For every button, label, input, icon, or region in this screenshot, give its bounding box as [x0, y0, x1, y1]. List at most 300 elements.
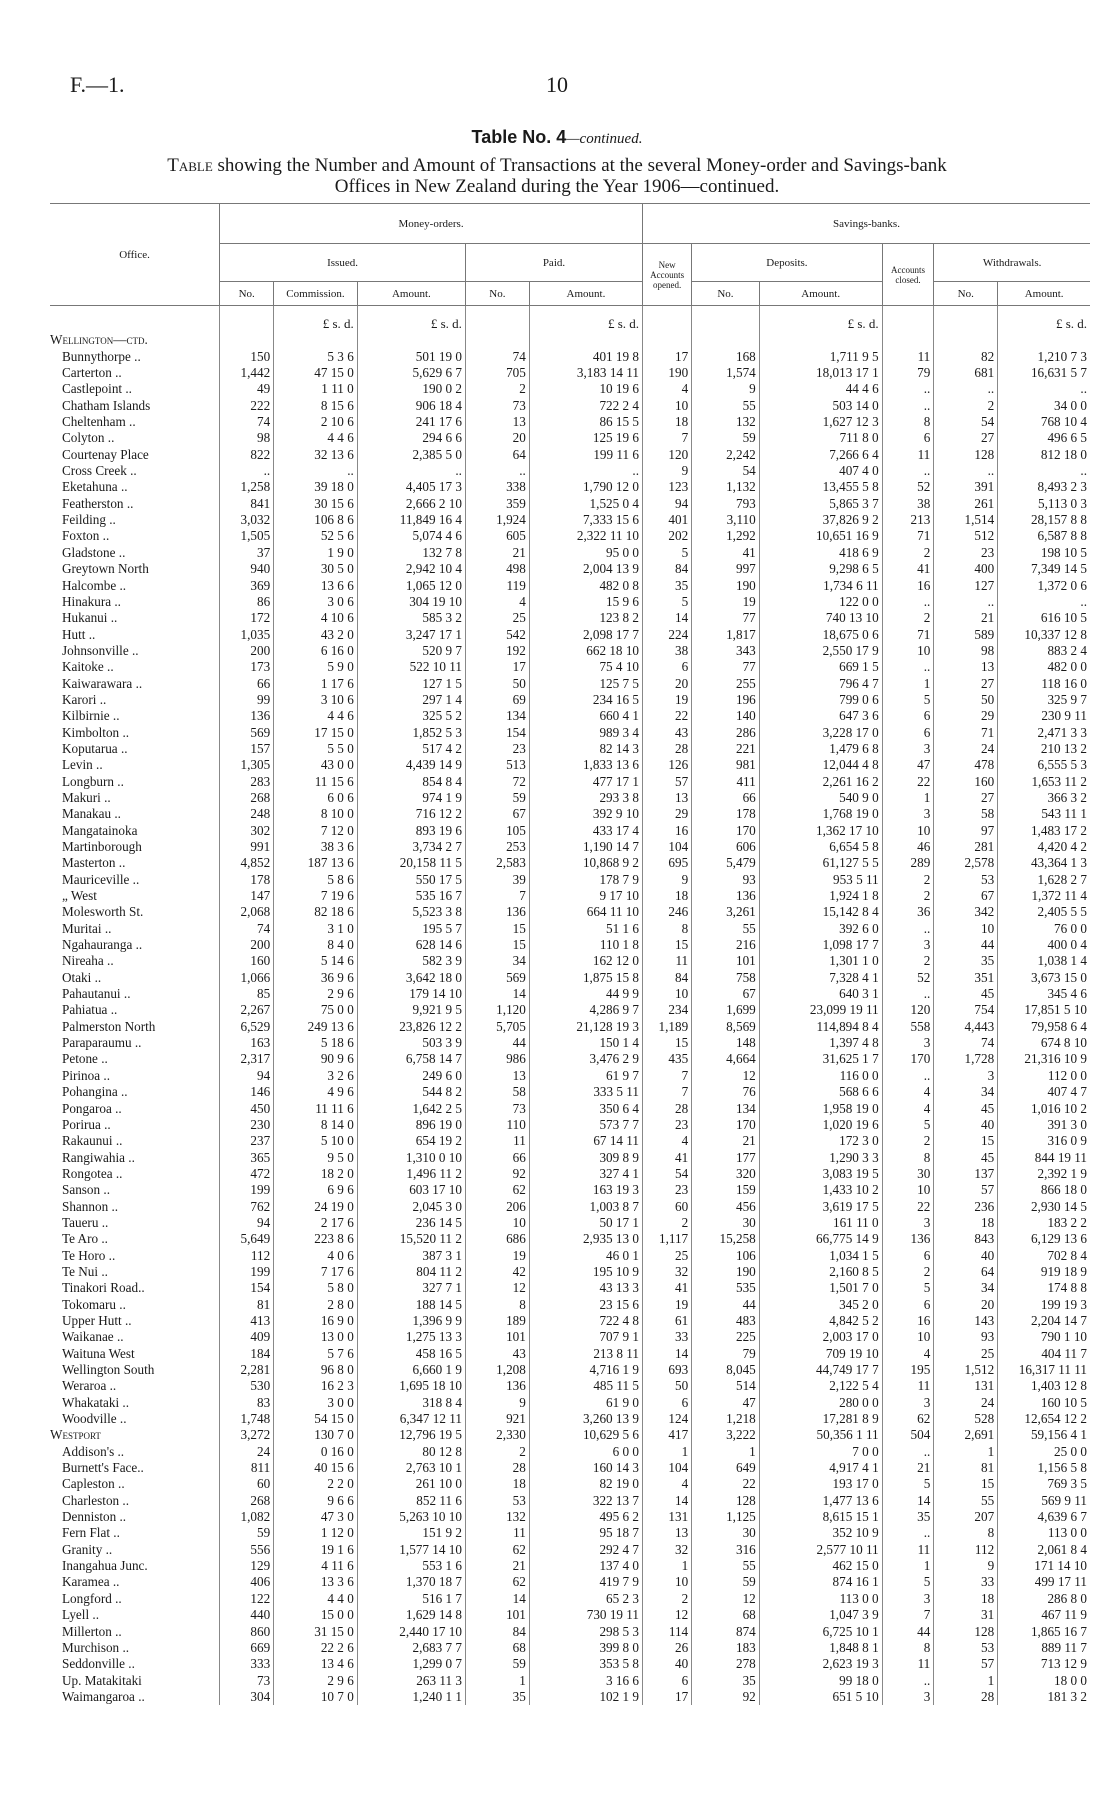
- withdrawals-no: [934, 332, 998, 348]
- table-row: [50, 741, 1090, 757]
- paid-amount: 350 6 4: [529, 1101, 642, 1117]
- commission: 2 10 6: [274, 414, 358, 430]
- issued-no: 413: [220, 1313, 274, 1329]
- issued-no: 122: [220, 1591, 274, 1607]
- deposits-no: 9: [692, 381, 760, 397]
- withdrawals-amount: 702 8 4: [998, 1248, 1090, 1264]
- withdrawals-no: 81: [934, 1460, 998, 1476]
- commission: [274, 332, 358, 348]
- issued-no: 150: [220, 349, 274, 365]
- office-name: Kilbirnie ..: [62, 708, 120, 724]
- withdrawals-no: 9: [934, 1558, 998, 1574]
- new-accounts: 126: [643, 757, 692, 773]
- table-row: [50, 904, 1090, 920]
- accounts-closed: 213: [882, 512, 934, 528]
- issued-no: 184: [220, 1346, 274, 1362]
- new-accounts: [643, 332, 692, 348]
- commission: 3 2 6: [274, 1068, 358, 1084]
- withdrawals-no: 391: [934, 479, 998, 495]
- withdrawals-amount: 4,639 6 7: [998, 1509, 1090, 1525]
- withdrawals-amount: 210 13 2: [998, 741, 1090, 757]
- issued-no: 37: [220, 545, 274, 561]
- paid-amount: 162 12 0: [529, 953, 642, 969]
- deposits-no: 1,817: [692, 627, 760, 643]
- deposits-amount: 640 3 1: [759, 986, 882, 1002]
- deposits-amount: 44 4 6: [759, 381, 882, 397]
- issued-no: 2,267: [220, 1002, 274, 1018]
- withdrawals-amount: 118 16 0: [998, 676, 1090, 692]
- withdrawals-amount: 400 0 4: [998, 937, 1090, 953]
- paid-no: 2: [465, 381, 529, 397]
- commission: 3 0 0: [274, 1395, 358, 1411]
- paid-no: 14: [465, 1591, 529, 1607]
- office-name: Otaki ..: [62, 969, 102, 985]
- office-name: Eketahuna ..: [62, 479, 128, 495]
- office-name: Lyell ..: [62, 1607, 99, 1623]
- caption-lead: Table: [167, 155, 213, 176]
- new-accounts: 695: [643, 855, 692, 871]
- commission: 6 16 0: [274, 643, 358, 659]
- table-row: [50, 594, 1090, 610]
- deposits-no: 456: [692, 1199, 760, 1215]
- paid-amount: 664 11 10: [529, 904, 642, 920]
- deposits-amount: 12,044 4 8: [759, 757, 882, 773]
- withdrawals-no: 15: [934, 1133, 998, 1149]
- accounts-closed: 3: [882, 1035, 934, 1051]
- issued-amount: 15,520 11 2: [357, 1231, 465, 1247]
- table-row: [50, 1280, 1090, 1296]
- withdrawals-amount: 21,316 10 9: [998, 1051, 1090, 1067]
- paid-no: 73: [465, 398, 529, 414]
- header-paid-no: No.: [465, 282, 529, 306]
- commission: 5 8 6: [274, 872, 358, 888]
- issued-no: 160: [220, 953, 274, 969]
- commission: 11 11 6: [274, 1101, 358, 1117]
- new-accounts: 17: [643, 349, 692, 365]
- paid-no: 21: [465, 1558, 529, 1574]
- commission: 22 2 6: [274, 1640, 358, 1656]
- withdrawals-amount: 18 0 0: [998, 1673, 1090, 1689]
- new-accounts: 5: [643, 594, 692, 610]
- deposits-no: 15,258: [692, 1231, 760, 1247]
- office-name: Granity ..: [62, 1541, 113, 1557]
- caption-line1: showing the Number and Amount of Transactions at the several Money-order and Savings-bank: [217, 155, 947, 176]
- table-row: [50, 1411, 1090, 1427]
- deposits-amount: 18,013 17 1: [759, 365, 882, 381]
- table-row: [50, 1542, 1090, 1558]
- deposits-no: 2,242: [692, 447, 760, 463]
- withdrawals-no: 2,578: [934, 855, 998, 871]
- new-accounts: 6: [643, 659, 692, 675]
- deposits-amount: 3,083 19 5: [759, 1166, 882, 1182]
- paid-amount: 44 9 9: [529, 986, 642, 1002]
- table-row: [50, 463, 1090, 479]
- paid-amount: 102 1 9: [529, 1689, 642, 1705]
- withdrawals-no: 64: [934, 1264, 998, 1280]
- withdrawals-no: 34: [934, 1280, 998, 1296]
- issued-amount: 188 14 5: [357, 1297, 465, 1313]
- paid-amount: 2,098 17 7: [529, 627, 642, 643]
- paid-no: 253: [465, 839, 529, 855]
- paid-no: 8: [465, 1297, 529, 1313]
- paid-amount: 2,935 13 0: [529, 1231, 642, 1247]
- withdrawals-no: ..: [934, 463, 998, 479]
- issued-amount: 517 4 2: [357, 741, 465, 757]
- table-row: [50, 1346, 1090, 1362]
- accounts-closed: 289: [882, 855, 934, 871]
- withdrawals-no: 67: [934, 888, 998, 904]
- issued-no: 283: [220, 774, 274, 790]
- office-name: Sanson ..: [62, 1182, 110, 1198]
- header-new-accounts: New Accounts opened.: [643, 244, 692, 306]
- accounts-closed: 79: [882, 365, 934, 381]
- paid-amount: 1,790 12 0: [529, 479, 642, 495]
- paid-amount: 1,833 13 6: [529, 757, 642, 773]
- table-row: [50, 479, 1090, 495]
- table-row: [50, 1591, 1090, 1607]
- withdrawals-no: 29: [934, 708, 998, 724]
- withdrawals-no: 24: [934, 1395, 998, 1411]
- withdrawals-amount: 17,851 5 10: [998, 1002, 1090, 1018]
- deposits-amount: 2,122 5 4: [759, 1378, 882, 1394]
- table-row: [50, 643, 1090, 659]
- deposits-amount: 1,397 4 8: [759, 1035, 882, 1051]
- issued-no: 4,852: [220, 855, 274, 871]
- paid-amount: 4,716 1 9: [529, 1362, 642, 1378]
- new-accounts: 32: [643, 1542, 692, 1558]
- header-withdrawals: Withdrawals.: [934, 244, 1090, 282]
- new-accounts: 401: [643, 512, 692, 528]
- paid-amount: 67 14 11: [529, 1133, 642, 1149]
- issued-amount: 5,263 10 10: [357, 1509, 465, 1525]
- issued-no: 5,649: [220, 1231, 274, 1247]
- withdrawals-amount: ..: [998, 463, 1090, 479]
- accounts-closed: 3: [882, 1689, 934, 1705]
- office-name: Murchison ..: [62, 1639, 130, 1655]
- paid-no: 25: [465, 610, 529, 626]
- header-savings-banks: Savings-banks.: [643, 204, 1091, 244]
- new-accounts: 131: [643, 1509, 692, 1525]
- table-row: [50, 806, 1090, 822]
- paid-no: 15: [465, 921, 529, 937]
- withdrawals-amount: 812 18 0: [998, 447, 1090, 463]
- deposits-amount: 1,848 8 1: [759, 1640, 882, 1656]
- issued-amount: 5,074 4 6: [357, 528, 465, 544]
- issued-no: 199: [220, 1182, 274, 1198]
- office-name: Levin ..: [62, 757, 103, 773]
- commission: 5 5 0: [274, 741, 358, 757]
- office-name: Bunnythorpe ..: [62, 348, 141, 364]
- table-row: [50, 365, 1090, 381]
- deposits-amount: 50,356 1 11: [759, 1427, 882, 1443]
- deposits-no: 8,045: [692, 1362, 760, 1378]
- paid-no: 84: [465, 1624, 529, 1640]
- accounts-closed: 71: [882, 528, 934, 544]
- paid-no: 74: [465, 349, 529, 365]
- table-row: [50, 1051, 1090, 1067]
- withdrawals-amount: 12,654 12 2: [998, 1411, 1090, 1427]
- commission: 5 8 0: [274, 1280, 358, 1296]
- paid-no: ..: [465, 463, 529, 479]
- paid-amount: 573 7 7: [529, 1117, 642, 1133]
- new-accounts: 7: [643, 430, 692, 446]
- commission: 8 15 6: [274, 398, 358, 414]
- withdrawals-no: 27: [934, 676, 998, 692]
- table-row: [50, 1297, 1090, 1313]
- issued-no: 365: [220, 1150, 274, 1166]
- header-office: Office.: [50, 204, 220, 306]
- office-name: Longford ..: [62, 1590, 122, 1606]
- issued-amount: 544 8 2: [357, 1084, 465, 1100]
- withdrawals-no: 28: [934, 1689, 998, 1705]
- issued-no: 200: [220, 643, 274, 659]
- deposits-amount: 1,477 13 6: [759, 1493, 882, 1509]
- deposits-no: 55: [692, 921, 760, 937]
- new-accounts: 54: [643, 1166, 692, 1182]
- issued-amount: 1,310 0 10: [357, 1150, 465, 1166]
- paid-no: 2,330: [465, 1427, 529, 1443]
- paid-no: 189: [465, 1313, 529, 1329]
- paid-amount: ..: [529, 463, 642, 479]
- deposits-no: 168: [692, 349, 760, 365]
- table-row: [50, 725, 1090, 741]
- deposits-no: 134: [692, 1101, 760, 1117]
- issued-amount: 974 1 9: [357, 790, 465, 806]
- commission: 32 13 6: [274, 447, 358, 463]
- withdrawals-no: 40: [934, 1248, 998, 1264]
- withdrawals-no: 24: [934, 741, 998, 757]
- issued-no: 2,317: [220, 1051, 274, 1067]
- deposits-amount: 2,160 8 5: [759, 1264, 882, 1280]
- deposits-amount: 114,894 8 4: [759, 1019, 882, 1035]
- deposits-amount: 4,842 5 2: [759, 1313, 882, 1329]
- withdrawals-no: 27: [934, 790, 998, 806]
- issued-no: 83: [220, 1395, 274, 1411]
- deposits-no: 981: [692, 757, 760, 773]
- table-row: [50, 1215, 1090, 1231]
- office-name: Te Aro ..: [62, 1231, 108, 1247]
- issued-amount: 2,045 3 0: [357, 1199, 465, 1215]
- paid-amount: 46 0 1: [529, 1248, 642, 1264]
- commission: 223 8 6: [274, 1231, 358, 1247]
- issued-amount: 387 3 1: [357, 1248, 465, 1264]
- deposits-no: 77: [692, 659, 760, 675]
- deposits-no: 35: [692, 1673, 760, 1689]
- office-name: Carterton ..: [62, 365, 122, 381]
- office-name: Pahautanui ..: [62, 986, 131, 1002]
- commission: 11 15 6: [274, 774, 358, 790]
- accounts-closed: 6: [882, 1248, 934, 1264]
- deposits-no: 278: [692, 1656, 760, 1672]
- new-accounts: 5: [643, 545, 692, 561]
- accounts-closed: 5: [882, 1280, 934, 1296]
- deposits-amount: 66,775 14 9: [759, 1231, 882, 1247]
- deposits-amount: 1,301 1 0: [759, 953, 882, 969]
- withdrawals-amount: 883 2 4: [998, 643, 1090, 659]
- issued-no: ..: [220, 463, 274, 479]
- withdrawals-amount: 1,653 11 2: [998, 774, 1090, 790]
- commission: 9 6 6: [274, 1493, 358, 1509]
- issued-no: 1,066: [220, 970, 274, 986]
- withdrawals-no: 33: [934, 1574, 998, 1590]
- new-accounts: 10: [643, 986, 692, 1002]
- deposits-amount: 99 18 0: [759, 1673, 882, 1689]
- deposits-amount: 2,261 16 2: [759, 774, 882, 790]
- commission: 2 9 6: [274, 1673, 358, 1689]
- paid-amount: 495 6 2: [529, 1509, 642, 1525]
- accounts-closed: 11: [882, 447, 934, 463]
- issued-amount: 4,405 17 3: [357, 479, 465, 495]
- paid-no: 686: [465, 1231, 529, 1247]
- accounts-closed: 11: [882, 349, 934, 365]
- deposits-no: 106: [692, 1248, 760, 1264]
- accounts-closed: 1: [882, 790, 934, 806]
- accounts-closed: 5: [882, 1574, 934, 1590]
- withdrawals-no: 1: [934, 1673, 998, 1689]
- new-accounts: 1,117: [643, 1231, 692, 1247]
- header-deposits: Deposits.: [692, 244, 883, 282]
- issued-no: 74: [220, 921, 274, 937]
- unit-commission: £ s. d.: [274, 316, 358, 332]
- section-heading-row: [50, 1427, 1090, 1443]
- accounts-closed: 5: [882, 1117, 934, 1133]
- transactions-table: [50, 203, 1090, 1705]
- issued-no: 1,505: [220, 528, 274, 544]
- office-name: Te Horo ..: [62, 1247, 116, 1263]
- commission: 96 8 0: [274, 1362, 358, 1378]
- accounts-closed: ..: [882, 381, 934, 397]
- paid-amount: 477 17 1: [529, 774, 642, 790]
- commission: 36 9 6: [274, 970, 358, 986]
- new-accounts: 124: [643, 1411, 692, 1427]
- new-accounts: 43: [643, 725, 692, 741]
- office-name: Foxton ..: [62, 528, 110, 544]
- issued-no: 85: [220, 986, 274, 1002]
- issued-amount: 516 1 7: [357, 1591, 465, 1607]
- table-row: [50, 1313, 1090, 1329]
- issued-no: 99: [220, 692, 274, 708]
- issued-amount: 3,734 2 7: [357, 839, 465, 855]
- paid-no: 10: [465, 1215, 529, 1231]
- office-name: Courtenay Place: [62, 446, 149, 462]
- new-accounts: 13: [643, 790, 692, 806]
- withdrawals-amount: 2,930 14 5: [998, 1199, 1090, 1215]
- issued-no: 669: [220, 1640, 274, 1656]
- paid-no: 2,583: [465, 855, 529, 871]
- issued-amount: 2,763 10 1: [357, 1460, 465, 1476]
- paid-amount: [529, 332, 642, 348]
- withdrawals-amount: 183 2 2: [998, 1215, 1090, 1231]
- new-accounts: 18: [643, 888, 692, 904]
- deposits-no: 320: [692, 1166, 760, 1182]
- commission: 6 9 6: [274, 1182, 358, 1198]
- deposits-amount: 2,577 10 11: [759, 1542, 882, 1558]
- accounts-closed: 11: [882, 1656, 934, 1672]
- issued-no: 136: [220, 708, 274, 724]
- issued-amount: 854 8 4: [357, 774, 465, 790]
- accounts-closed: ..: [882, 1673, 934, 1689]
- paid-amount: 2,004 13 9: [529, 561, 642, 577]
- issued-amount: 2,440 17 10: [357, 1624, 465, 1640]
- table-row: [50, 1199, 1090, 1215]
- deposits-no: 196: [692, 692, 760, 708]
- accounts-closed: ..: [882, 986, 934, 1002]
- unit-deposits-amount: £ s. d.: [759, 316, 882, 332]
- paid-amount: 95 0 0: [529, 545, 642, 561]
- deposits-no: 535: [692, 1280, 760, 1296]
- paid-no: 513: [465, 757, 529, 773]
- table-row: [50, 1509, 1090, 1525]
- issued-no: 6,529: [220, 1019, 274, 1035]
- commission: 30 5 0: [274, 561, 358, 577]
- new-accounts: 60: [643, 1199, 692, 1215]
- accounts-closed: 10: [882, 1182, 934, 1198]
- issued-no: 1,258: [220, 479, 274, 495]
- new-accounts: 2: [643, 1215, 692, 1231]
- paid-amount: 3,260 13 9: [529, 1411, 642, 1427]
- withdrawals-no: 74: [934, 1035, 998, 1051]
- deposits-amount: 6,725 10 1: [759, 1624, 882, 1640]
- withdrawals-no: ..: [934, 594, 998, 610]
- accounts-closed: 3: [882, 1215, 934, 1231]
- table-row: [50, 1673, 1090, 1689]
- deposits-amount: 5,865 3 7: [759, 496, 882, 512]
- withdrawals-amount: 1,483 17 2: [998, 823, 1090, 839]
- paid-amount: 82 14 3: [529, 741, 642, 757]
- issued-amount: 1,065 12 0: [357, 578, 465, 594]
- new-accounts: 84: [643, 561, 692, 577]
- paid-amount: 51 1 6: [529, 921, 642, 937]
- table-row: [50, 1084, 1090, 1100]
- withdrawals-no: 31: [934, 1607, 998, 1623]
- commission: 1 17 6: [274, 676, 358, 692]
- paid-amount: 6 0 0: [529, 1444, 642, 1460]
- issued-amount: 603 17 10: [357, 1182, 465, 1198]
- commission: 187 13 6: [274, 855, 358, 871]
- new-accounts: 234: [643, 1002, 692, 1018]
- withdrawals-amount: 59,156 4 1: [998, 1427, 1090, 1443]
- commission: 40 15 6: [274, 1460, 358, 1476]
- table-row: [50, 1689, 1090, 1705]
- withdrawals-amount: 6,129 13 6: [998, 1231, 1090, 1247]
- deposits-amount: 4,917 4 1: [759, 1460, 882, 1476]
- table-row: [50, 1264, 1090, 1280]
- issued-no: 2,068: [220, 904, 274, 920]
- unit-paid-amount: £ s. d.: [529, 316, 642, 332]
- paid-amount: 234 16 5: [529, 692, 642, 708]
- deposits-no: 148: [692, 1035, 760, 1051]
- paid-amount: 1,875 15 8: [529, 970, 642, 986]
- header-paid-amount: Amount.: [529, 282, 642, 306]
- withdrawals-amount: 844 19 11: [998, 1150, 1090, 1166]
- withdrawals-no: 589: [934, 627, 998, 643]
- withdrawals-amount: 171 14 10: [998, 1558, 1090, 1574]
- table-row: [50, 1101, 1090, 1117]
- header-issued-amount: Amount.: [357, 282, 465, 306]
- withdrawals-no: 351: [934, 970, 998, 986]
- deposits-no: 59: [692, 1574, 760, 1590]
- table-row: [50, 1166, 1090, 1182]
- table-row: [50, 659, 1090, 675]
- withdrawals-amount: 28,157 8 8: [998, 512, 1090, 528]
- new-accounts: 18: [643, 414, 692, 430]
- office-name: Longburn ..: [62, 773, 124, 789]
- table-row: [50, 1002, 1090, 1018]
- deposits-no: 77: [692, 610, 760, 626]
- withdrawals-amount: 3,673 15 0: [998, 970, 1090, 986]
- withdrawals-no: 71: [934, 725, 998, 741]
- withdrawals-no: 44: [934, 937, 998, 953]
